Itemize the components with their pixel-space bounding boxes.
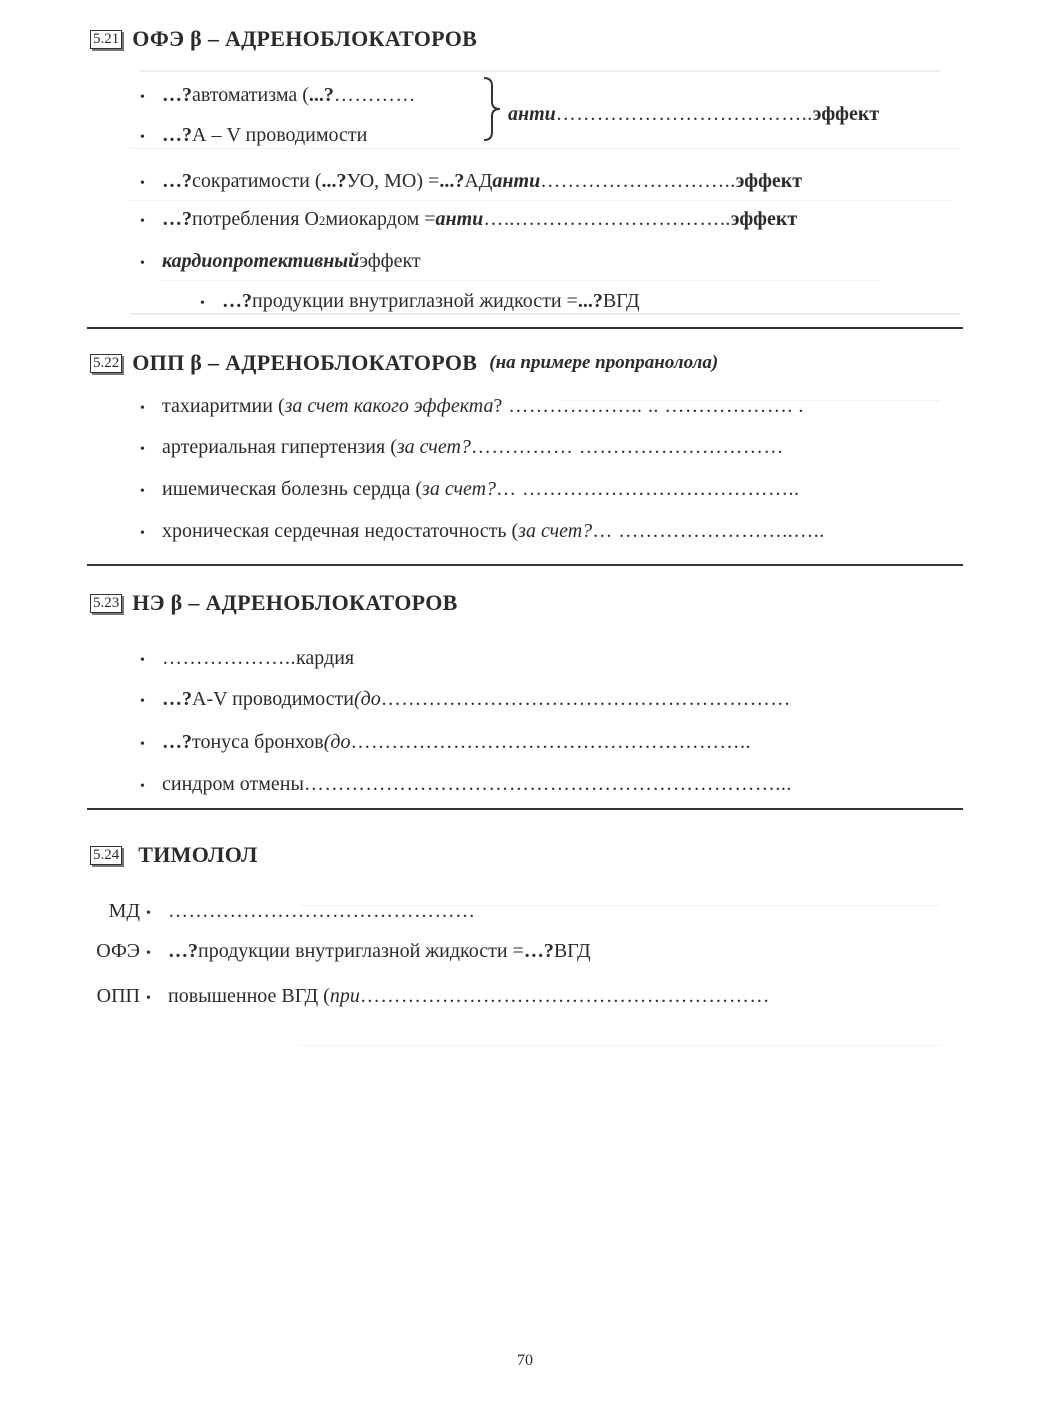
section-number-badge: 5.24 (90, 846, 122, 865)
section-divider (87, 564, 963, 566)
section-number-badge: 5.21 (90, 30, 122, 49)
bleed-through (130, 200, 950, 201)
bullet: • (200, 296, 205, 311)
section-title: ОПП β – АДРЕНОБЛОКАТОРОВ (132, 350, 478, 375)
bullet: • (140, 401, 145, 416)
curly-brace-icon (480, 76, 504, 142)
row-label: МД (108, 900, 140, 922)
list-item: • …? автоматизма ( ...? ………… (140, 84, 416, 106)
page-number: 70 (517, 1352, 533, 1369)
bullet: • (146, 991, 151, 1006)
bullet: • (140, 130, 145, 145)
list-item: • синдром отмены ……………………………………………………………... (140, 773, 792, 795)
bullet: • (140, 176, 145, 191)
row-label: ОПП (96, 985, 140, 1007)
list-item: • ишемическая болезнь сердца ( за счет? … ………………………………….. (140, 478, 800, 500)
section-title: ОФЭ β – АДРЕНОБЛОКАТОРОВ (132, 26, 478, 51)
bleed-through (140, 70, 940, 72)
bullet: • (140, 694, 145, 709)
bleed-through (300, 1045, 940, 1046)
section-title: НЭ β – АДРЕНОБЛОКАТОРОВ (132, 590, 458, 615)
bullet: • (140, 653, 145, 668)
md-row: МД • ……………………………………… (80, 900, 476, 923)
list-item: • …? тонуса бронхов (до ………………………………………………….. (140, 731, 752, 753)
bleed-through (160, 280, 880, 281)
bleed-through (130, 313, 960, 315)
list-item: • …? А-V проводимости (до …………………………………………………… (140, 688, 791, 710)
section-divider (87, 808, 963, 810)
section-5-22-header (90, 350, 718, 376)
bullet: • (140, 442, 145, 457)
bullet: • (146, 906, 151, 921)
list-item: • хроническая сердечная недостаточность ( за счет? … ……………………..….. (140, 520, 825, 542)
section-note: (на примере пропранолола) (489, 352, 719, 373)
list-item: • …? потребления O 2 миокардом = анти …..………………………….. эффект (140, 208, 798, 230)
bleed-through (130, 148, 960, 149)
bullet: • (140, 737, 145, 752)
section-divider (87, 327, 963, 329)
section-number-badge: 5.22 (90, 354, 122, 373)
section-title: ТИМОЛОЛ (138, 842, 258, 867)
bullet: • (146, 946, 151, 961)
section-number-badge: 5.23 (90, 594, 122, 613)
list-item: • артериальная гипертензия ( за счет? …………… ………………………… (140, 436, 784, 458)
bullet: • (140, 779, 145, 794)
bullet: • (140, 484, 145, 499)
bullet: • (140, 90, 145, 105)
list-item: • …? А – V проводимости (140, 124, 368, 146)
row-label: ОФЭ (96, 940, 140, 962)
list-item: • кардиопротективный эффект (140, 250, 421, 272)
bullet: • (140, 214, 145, 229)
section-5-21-header (90, 26, 477, 52)
bullet: • (140, 526, 145, 541)
ofe-row: ОФЭ • …? продукции внутриглазной жидкости = …? ВГД (80, 940, 591, 963)
bullet: • (140, 256, 145, 271)
list-item: • ……………….. кардия (140, 647, 355, 669)
anti-effect-line: анти………………………………..эффект (508, 103, 880, 125)
section-5-23-header (90, 590, 458, 616)
section-5-24-header (90, 842, 258, 868)
list-item: • …? сократимости ( ...? УО, МО) = ...? АД анти ……………………….. эффект (140, 170, 803, 192)
list-item: • тахиаритмии ( за счет какого эффекта ? ……………….. .. ………………. . (140, 395, 804, 417)
list-item: • …? продукции внутриглазной жидкости = ...? ВГД (200, 290, 640, 312)
opp-row: ОПП • повышенное ВГД ( при …………………………………………………… (80, 985, 770, 1008)
